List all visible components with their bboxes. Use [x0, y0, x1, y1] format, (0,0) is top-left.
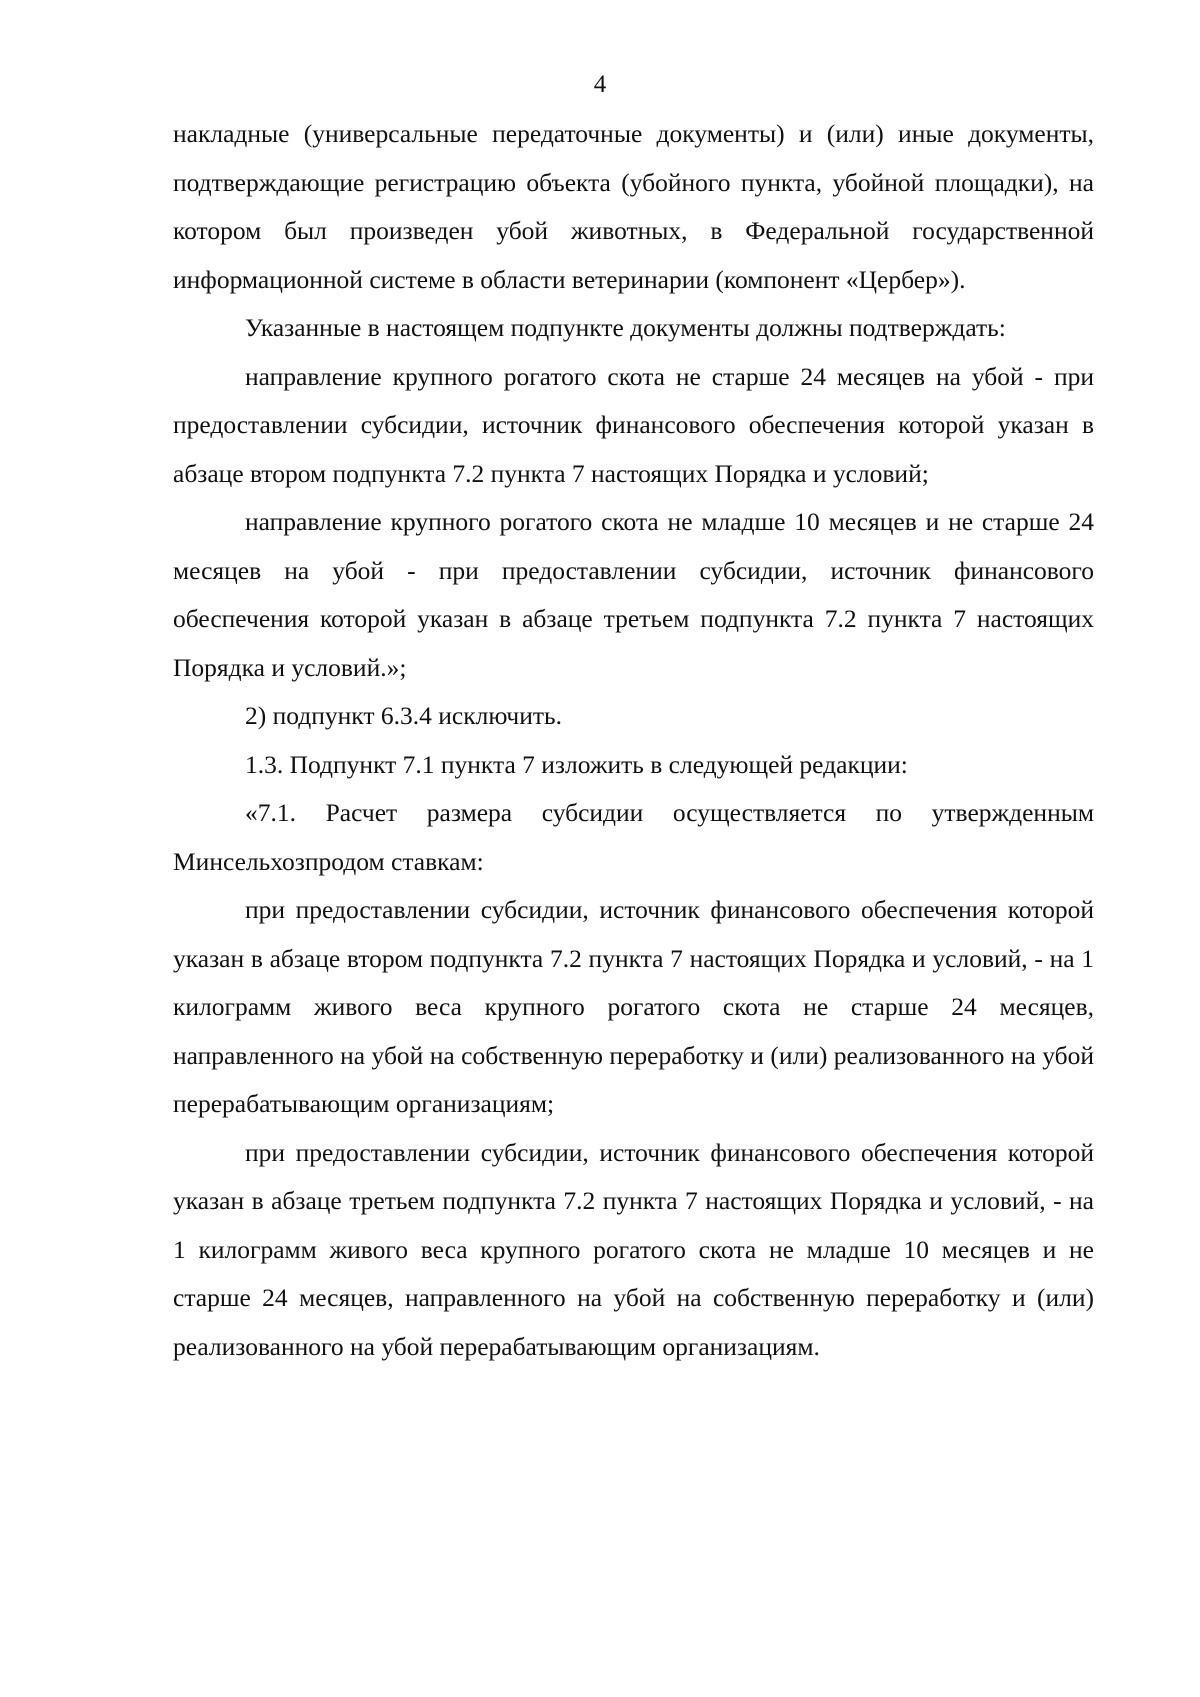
paragraph-rate-second-abzac: при предоставлении субсидии, источник финансового обеспечения которой указан в абзаце втором подпункта 7.2 пункта 7 настоящих Порядка и условий, - на 1 килограмм живого веса крупного рогатого скота не старше 24 месяцев, направленного на убой на собственную переработку и (или) реализованного на убой перерабатывающим организациям; [173, 895, 1094, 1118]
paragraph-subsidy-calculation: «7.1. Расчет размера субсидии осуществляется по утвержденным Минсельхозпродом ставкам: [173, 798, 1094, 876]
paragraph-cattle-under-24-months: направление крупного рогатого скота не старше 24 месяцев на убой - при предоставлении субсидии, источник финансового обеспечения которой указан в абзаце втором подпункта 7.2 пункта 7 настоящих Порядка и условий; [173, 361, 1094, 488]
page-number: 4 [593, 71, 607, 98]
paragraph-documents-must-confirm: Указанные в настоящем подпункте документы должны подтверждать: [245, 313, 1006, 342]
paragraph-continuation-documents: накладные (универсальные передаточные документы) и (или) иные документы, подтверждающие регистрацию объекта (убойного пункта, убойной площадки), на котором был произведен убой животных, в Федеральной государственной информационной системе в области ветеринарии (компонент «Цербер»). [173, 119, 1094, 294]
document-body [173, 110, 1094, 1371]
paragraph-amend-subclause-7-1: 1.3. Подпункт 7.1 пункта 7 изложить в следующей редакции: [245, 749, 908, 779]
paragraph-cattle-10-to-24-months: направление крупного рогатого скота не младше 10 месяцев и не старше 24 месяцев на убой - при предоставлении субсидии, источник финансового обеспечения которой указан в абзаце третьем подпункта 7.2 пункта 7 настоящих Порядка и условий.»; [173, 507, 1094, 682]
paragraph-rate-third-abzac: при предоставлении субсидии, источник финансового обеспечения которой указан в абзаце третьем подпункта 7.2 пункта 7 настоящих Порядка и условий, - на 1 килограмм живого веса крупного рогатого скота не младше 10 месяцев и не старше 24 месяцев, направленного на убой на собственную переработку и (или) реализованного на убой перерабатывающим организациям. [173, 1137, 1094, 1361]
paragraph-exclude-subclause: 2) подпункт 6.3.4 исключить. [245, 701, 563, 730]
